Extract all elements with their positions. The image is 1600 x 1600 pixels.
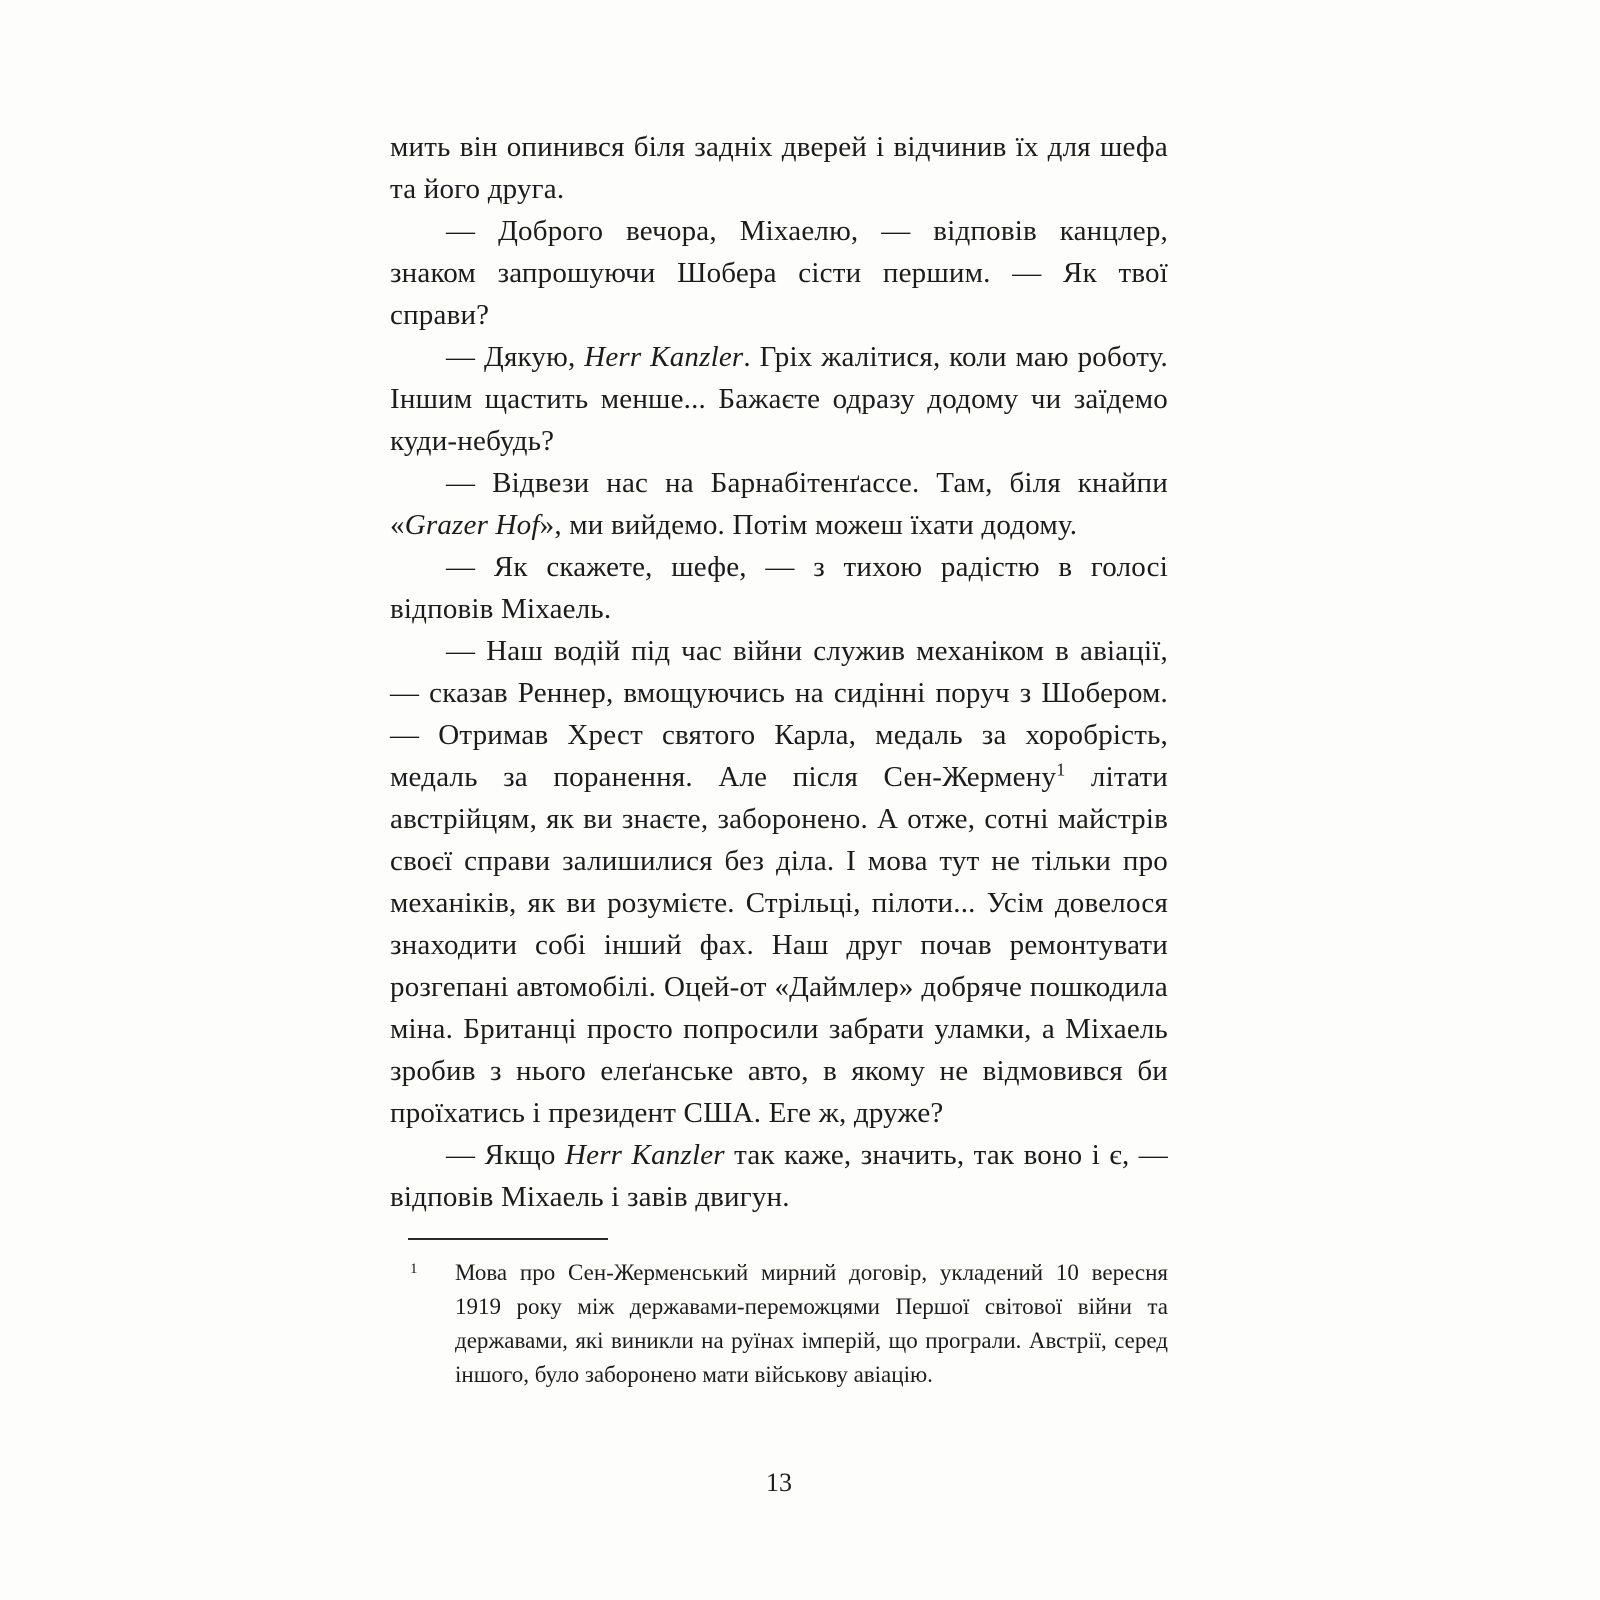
text-segment: Grazer Hof bbox=[404, 509, 540, 541]
paragraph bbox=[390, 126, 1168, 210]
paragraph bbox=[390, 210, 1168, 336]
footnote-reference: 1 bbox=[1056, 759, 1066, 780]
text-segment: », ми вийдемо. Потім можеш їхати додому. bbox=[539, 509, 1078, 541]
text-segment: — Доброго вечора, Міхаелю, — відповів канцлер, знаком запрошуючи Шобера сісти першим. — Як твої справи? bbox=[390, 215, 1168, 331]
text-segment: так каже, значить, так воно і є, — відповів Міхаель і завів двигун. bbox=[390, 1139, 1169, 1213]
footnote-marker: 1 bbox=[410, 1261, 418, 1277]
text-segment: мить він опинився біля задніх дверей і відчинив їх для шефа та його друга. bbox=[390, 131, 1168, 205]
paragraph bbox=[390, 462, 1168, 546]
text-segment: — Відвези нас на Барнабітенґассе. Там, біля кнайпи « bbox=[390, 467, 1168, 541]
main-text-block bbox=[390, 126, 1168, 1218]
text-segment: — Як скажете, шефе, — з тихою радістю в голосі відповів Міхаель. bbox=[390, 551, 1168, 625]
text-segment: Herr Kanzler bbox=[564, 1139, 725, 1171]
paragraph bbox=[390, 546, 1168, 630]
text-segment: — Дякую, bbox=[446, 341, 585, 373]
paragraphs bbox=[390, 126, 1168, 1218]
page-number: 13 bbox=[766, 1468, 792, 1497]
paragraph bbox=[390, 630, 1168, 1134]
text-segment: літати австрійцям, як ви знаєте, заборонено. А отже, сотні майстрів своєї справи залишилися без діла. І мова тут не тільки про механіків, як ви розумієте. Стрільці, пілоти... Усім довелося знаходити собі інший фах. Наш друг почав ремонтувати розгепані автомобілі. Оцей-от «Даймлер» добряче пошкодила міна. Британці просто попросили забрати уламки, а Міхаель зробив з нього елеґанське авто, в якому не відмовився би проїхатись і президент США. Еге ж, друже? bbox=[390, 761, 1168, 1129]
paragraph bbox=[390, 1134, 1168, 1218]
text-segment: . Гріх жалітися, коли маю роботу. Іншим щастить менше... Бажаєте одразу додому чи заїдемо куди-небудь? bbox=[390, 341, 1168, 457]
footnote-area bbox=[390, 1238, 1168, 1392]
footnote bbox=[390, 1256, 1168, 1392]
paragraph bbox=[390, 336, 1168, 462]
text-segment: Herr Kanzler bbox=[584, 341, 744, 373]
text-segment: — Якщо bbox=[446, 1139, 565, 1171]
text-segment: — Наш водій під час війни служив механіком в авіації, — сказав Реннер, вмощуючись на сидінні поруч з Шобером. — Отримав Хрест святого Карла, медаль за хоробрість, медаль за поранення. Але після Сен-Жермену bbox=[390, 635, 1168, 793]
footnote-text: Мова про Сен-Жерменський мирний договір, укладений 10 вересня 1919 року між державами-переможцями Першої світової війни та державами, які виникли на руїнах імперій, що програли. Австрії, серед іншого, було заборонено мати військову авіацію. bbox=[455, 1260, 1168, 1387]
footnote-separator bbox=[408, 1238, 608, 1240]
